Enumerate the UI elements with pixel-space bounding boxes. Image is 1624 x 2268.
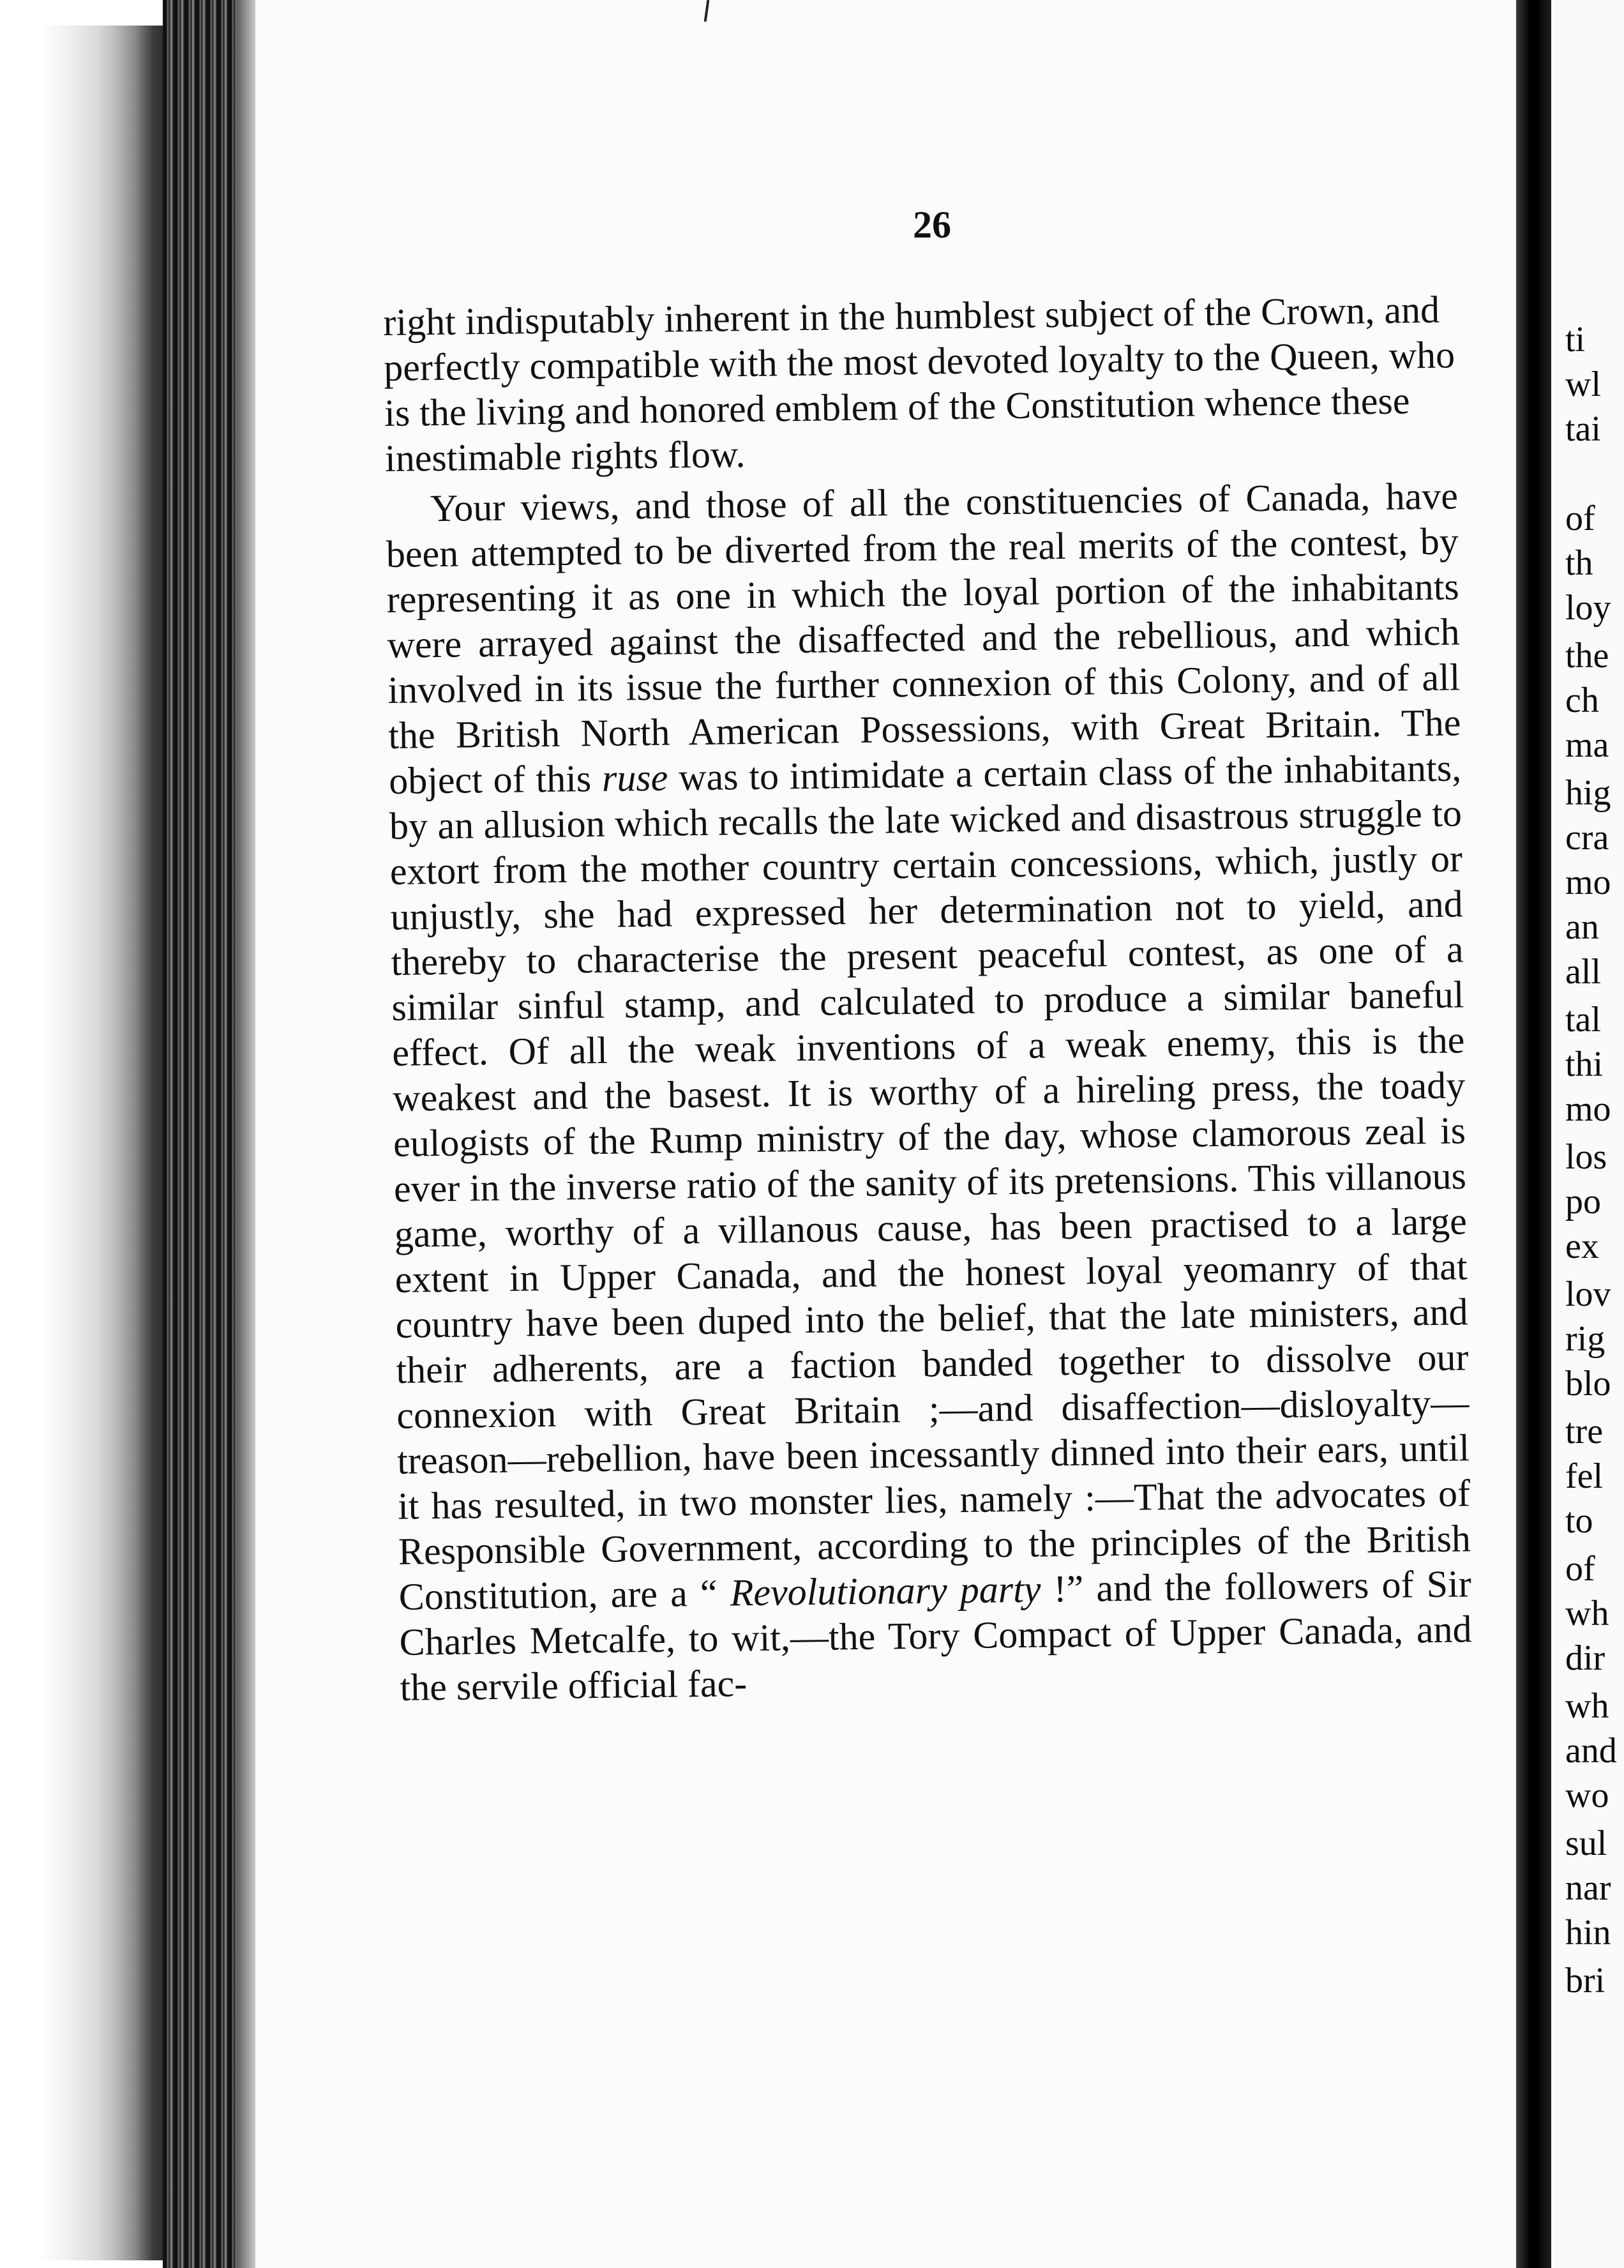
next-page-fragment: bri	[1565, 1961, 1605, 2000]
next-page-fragment: ti	[1565, 320, 1586, 359]
next-page-fragment: of	[1565, 499, 1595, 538]
book-spine-pages	[163, 0, 236, 2268]
next-page-fragment: th	[1565, 543, 1593, 583]
page-number: 26	[913, 204, 951, 246]
next-page-fragment: ma	[1565, 725, 1609, 765]
book-edge	[38, 26, 166, 2260]
next-page-fragment: tal	[1565, 1000, 1601, 1040]
next-page-fragment: dir	[1565, 1638, 1605, 1678]
next-page-fragment: wh	[1565, 1686, 1609, 1726]
page-divider	[1516, 0, 1551, 2268]
main-paragraph-part-2: was to intimidate a certain class of the inhabitants, by an allusion which recalls the late wicked and disastrous struggle to extort from the mother country certain concessions, which, justly or unjustly, she had expressed her determination not to yield, and thereby to characterise the present peaceful contest, as one of a similar sinful stamp, and calculated to produce a similar baneful effect. Of all the weak inventions of a weak enemy, this is the weakest and the basest. It is worthy of a hireling press, the toady eulogists of the Rump ministry of the day, whose clamorous zeal is ever in the inverse ratio of the sanity of its pretensions. This villanous game, worthy of a villanous cause, has been practised to a large extent in Upper Canada, and the honest loyal yeomanry of that country have been duped into the belief, that the late ministers, and their adherents, are a faction banded together to dissolve our connexion with Great Britain ;—and disaffection—disloyalty—treason—rebellion, have been incessantly dinned into their ears, until it has resulted, in two monster lies, namely :—That the advocates of Responsible Government, according to the principles of the British Constitution, are a “	[389, 746, 1471, 1618]
next-page-fragment: all	[1565, 952, 1601, 992]
next-page-fragment: mo	[1565, 1089, 1611, 1129]
main-paragraph-part-1: Your views, and those of all the constituencies of Canada, have been attempted to be diverted from the real merits of the contest, by representing it as one in which the loyal portion of the inhabitants were arrayed against the disaffected and the rebellious, and which involved in its issue the further connexion of this Colony, and of all the British North American Possessions, with Great Britain. The object of this	[386, 474, 1461, 802]
next-page-edge	[1551, 0, 1624, 2268]
next-page-fragment: blo	[1565, 1364, 1611, 1403]
next-page-fragment: cra	[1565, 818, 1609, 858]
next-page-fragment: los	[1565, 1137, 1607, 1177]
next-page-fragment: to	[1565, 1501, 1593, 1541]
next-page-fragment: the	[1565, 636, 1609, 676]
next-page-fragment: an	[1565, 907, 1599, 947]
next-page-fragment: po	[1565, 1182, 1601, 1221]
next-page-fragment: tai	[1565, 409, 1601, 449]
next-page-fragment: ch	[1565, 681, 1599, 720]
next-page-fragment: wh	[1565, 1594, 1609, 1633]
next-page-fragment: lov	[1565, 1274, 1611, 1314]
next-page-fragment: wo	[1565, 1776, 1609, 1815]
next-page-fragment: wl	[1565, 365, 1601, 404]
next-page-fragment: thi	[1565, 1045, 1604, 1084]
next-page-fragment: mo	[1565, 863, 1611, 902]
next-page-fragment: loy	[1565, 588, 1611, 628]
main-paragraph	[386, 473, 1473, 1710]
italic-ruse: ruse	[601, 756, 668, 799]
next-page-fragment: and	[1565, 1731, 1617, 1771]
next-page-fragment: nar	[1565, 1868, 1611, 1908]
next-page-fragment: hin	[1565, 1913, 1611, 1953]
next-page-fragment: fel	[1565, 1456, 1604, 1496]
next-page-fragment: ex	[1565, 1227, 1599, 1266]
continuation-paragraph: right indisputably inherent in the humblest subject of the Crown, and perfectly compatible with the most devoted loyalty to the Queen, who is the living and honored emblem of the Constitution whence these inestimable rights flow.	[383, 288, 1455, 480]
next-page-fragment: rig	[1565, 1319, 1605, 1359]
next-page-fragment: tre	[1565, 1412, 1604, 1451]
next-page-fragment: sul	[1565, 1824, 1607, 1863]
next-page-fragment: of	[1565, 1549, 1595, 1589]
body-text	[383, 287, 1473, 1710]
italic-revolutionary-party: Revolutionary party	[730, 1568, 1041, 1614]
main-paragraph-part-3: !” and the followers of Sir Charles Metcalfe, to wit,—the Tory Compact of Upper Canada, and the servile official fac-	[399, 1562, 1472, 1709]
next-page-fragment: hig	[1565, 773, 1611, 813]
